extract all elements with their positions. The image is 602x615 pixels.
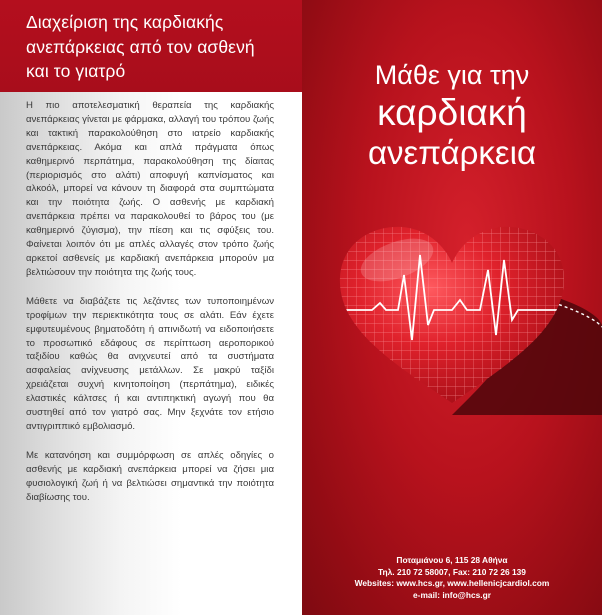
contact-websites: Websites: www.hcs.gr, www.hellenicjcardiol.com (354, 578, 550, 588)
body-text (26, 99, 274, 519)
left-title-line: ανεπάρκειας από τον ασθενή (26, 36, 255, 57)
cover-title (302, 58, 602, 172)
cover-title-line: ανεπάρκεια (367, 134, 537, 171)
left-title-line: Διαχείριση της καρδιακής (26, 12, 224, 32)
body-paragraph: Με κατανόηση και συμμόρφωση σε απλές οδηγίες ο ασθενής με καρδιακή ανεπάρκεια μπορεί να ζήσει μια φυσιολογική ζωή ή να βελτιώσει σημαντικά την ποιότητα διαβίωσης του. (26, 449, 274, 503)
contact-address: Ποταμιάνου 6, 115 28 Αθήνα (396, 555, 508, 565)
body-paragraph: Μάθετε να διαβάζετε τις λεζάντες των τυποποιημένων τροφίμων την περιεκτικότητα τους σε αλάτι. Εάν έχετε εμφυτευμένους βηματοδότη ή απινιδωτή να ειδοποιήσετε το προσωπικό εδάφους σε περίπτωση αεροπορικού ταξιδίου καθώς θα ανιχνευτεί από τα συστήματα ασφαλείας ανίχνευσης μετάλλων. Σε μακρύ ταξίδι χρειάζεται συχνή κινητοποίηση (περπάτημα), ειδικές ελαστικές κάλτσες ή και αντιπηκτική αγωγή που θα συστηθεί από τον γιατρό σας. Μην ξεχνάτε τον ετήσιο αντιγριππικό εμβολιασμό. (26, 295, 274, 432)
contact-phone: Τηλ. 210 72 58007, Fax: 210 72 26 139 (378, 566, 526, 577)
cover-title-line: Μάθε για την (374, 60, 530, 90)
heart-ecg-icon (302, 215, 602, 415)
body-paragraph: Η πιο αποτελεσματική θεραπεία της καρδιακής ανεπάρκειας γίνεται με φάρμακα, αλλαγή του τρόπου ζωής και τακτική παρακολούθηση στο ιατρείο καρδιακής ανεπάρκειας. Ακόμα και απλά πράγματα όπως καθημερινό περπάτημα, παρακολούθηση της δίαιτας (περιορισμός στο αλάτι) αποφυγή καπνίσματος και αλκοόλ, μπορεί να κάνουν τη διαφορά στα συμπτώματα και την ποιότητα ζωής. Ο ασθενής με καρδιακή ανεπάρκεια πρέπει να παρακολουθεί το βάρος του (με καθημερινό ζύγισμα), την πίεση και τις σφύξεις του. Φαίνεται λοιπόν ότι με απλές αλλαγές στον τρόπο ζωής αρκετοί ασθενείς με καρδιακή ανεπάρκεια μπορούν μα βελτιώσουν την ποιότητα της ζωής τους. (26, 100, 274, 278)
contact-email: e-mail: info@hcs.gr (413, 589, 491, 600)
left-title (26, 10, 296, 84)
cover-title-line: καρδιακή (377, 92, 527, 133)
contact-info (302, 555, 602, 601)
left-title-line: και το γιατρό (26, 61, 126, 81)
heart-illustration (302, 215, 602, 415)
right-panel (302, 0, 602, 615)
